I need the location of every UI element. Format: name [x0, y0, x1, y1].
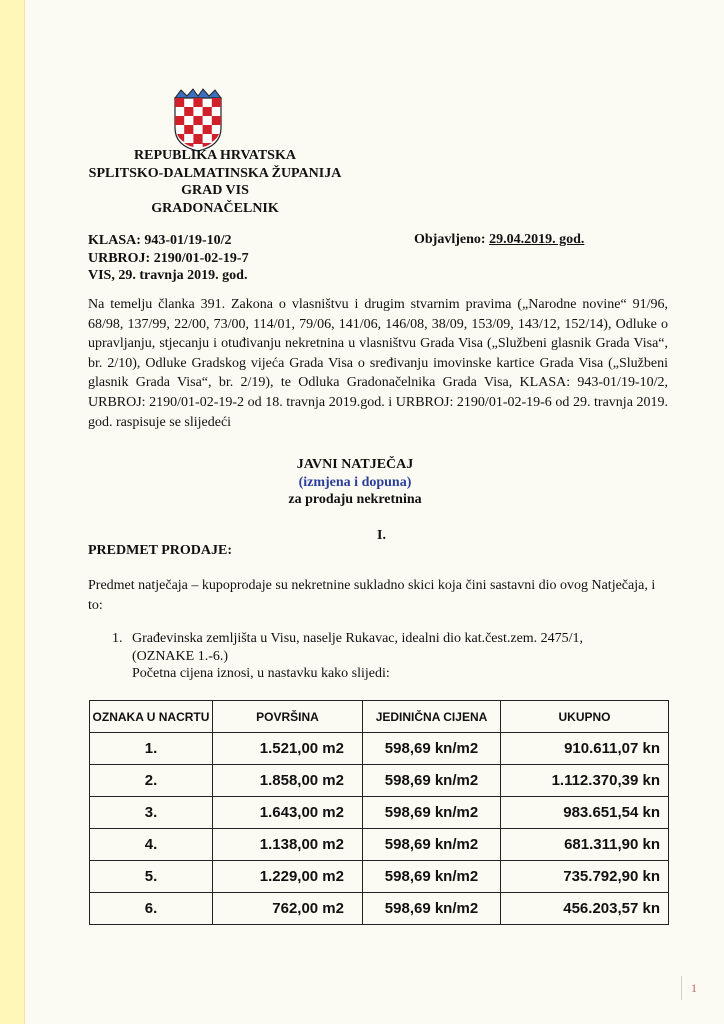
table-row	[90, 829, 669, 861]
intro-paragraph: Na temelju članka 391. Zakona o vlasništvu i drugim stvarnim pravima („Narodne novine“ 91/96, 68/98, 137/99, 22/00, 73/00, 114/01, 79/06, 141/06, 146/08, 38/09, 153/09, 143/12, 152/14), Odluke o upravljanju, stjecanju i otuđivanju nekretnina u vlasništvu Grada Visa („Službeni glasnik Grada Visa“, br. 2/10), Odluke Gradskog vijeća Grada Visa o sređivanju imovinske kartice Grada Visa („Službeni glasnik Grada Visa“, br. 2/19), te Odluka Gradonačelnika Grada Visa, KLASA: 943-01/19-10/2, URBROJ: 2190/01-02-19-2 od 18. travnja 2019.god. i URBROJ: 2190/01-02-19-6 od 29. travnja 2019. god. raspisuje se slijedeći	[88, 297, 668, 430]
cell-label: 1.	[90, 733, 213, 765]
published-date: 29.04.2019. god.	[489, 232, 585, 247]
cell-total: 910.611,07 kn	[501, 733, 669, 765]
cell-unit-price: 598,69 kn/m2	[363, 765, 501, 797]
place-date: VIS, 29. travnja 2019. god.	[88, 268, 248, 283]
tender-title-main: JAVNI NATJEČAJ	[296, 457, 414, 472]
list-item-labels: (OZNAKE 1.-6.)	[132, 648, 229, 664]
cell-unit-price: 598,69 kn/m2	[363, 893, 501, 925]
table-row	[90, 797, 669, 829]
cell-total: 735.792,90 kn	[501, 861, 669, 893]
list-item-number: 1.	[112, 631, 123, 646]
column-header-label: OZNAKA U NACRTU	[90, 701, 213, 733]
document-reference	[88, 232, 249, 285]
section-number: I.	[377, 528, 386, 543]
tender-title	[280, 456, 430, 509]
cell-area: 1.229,00 m2	[213, 861, 363, 893]
tender-title-sub: (izmjena i dopuna)	[298, 474, 412, 490]
column-header-total: UKUPNO	[501, 701, 669, 733]
header-county: SPLITSKO-DALMATINSKA ŽUPANIJA	[88, 165, 342, 181]
published-label: Objavljeno:	[414, 232, 486, 247]
cell-unit-price: 598,69 kn/m2	[363, 829, 501, 861]
cell-label: 5.	[90, 861, 213, 893]
section-heading: PREDMET PRODAJE:	[88, 543, 233, 558]
list-item-price-intro: Početna cijena iznosi, u nastavku kako slijedi:	[132, 666, 390, 681]
klasa-number: KLASA: 943-01/19-10/2	[88, 233, 232, 248]
header-office: GRADONAČELNIK	[151, 200, 279, 216]
paper-edge	[0, 0, 25, 1024]
croatian-coat-of-arms-icon	[172, 88, 224, 152]
cell-total: 1.112.370,39 kn	[501, 765, 669, 797]
issuer-header	[80, 147, 350, 217]
column-header-area: POVRŠINA	[213, 701, 363, 733]
table-row	[90, 733, 669, 765]
cell-total: 681.311,90 kn	[501, 829, 669, 861]
urbroj-number: URBROJ: 2190/01-02-19-7	[88, 250, 249, 266]
tender-title-purpose: za prodaju nekretnina	[288, 492, 422, 507]
cell-area: 1.521,00 m2	[213, 733, 363, 765]
table-row	[90, 765, 669, 797]
price-table	[89, 700, 669, 925]
cell-area: 1.138,00 m2	[213, 829, 363, 861]
header-city: GRAD VIS	[181, 183, 249, 198]
published-date-line	[414, 232, 584, 248]
cell-unit-price: 598,69 kn/m2	[363, 797, 501, 829]
cell-total: 456.203,57 kn	[501, 893, 669, 925]
table-header-row	[90, 701, 669, 733]
table-row	[90, 861, 669, 893]
cell-total: 983.651,54 kn	[501, 797, 669, 829]
cell-label: 3.	[90, 797, 213, 829]
cell-label: 4.	[90, 829, 213, 861]
cell-area: 762,00 m2	[213, 893, 363, 925]
cell-label: 6.	[90, 893, 213, 925]
cell-area: 1.858,00 m2	[213, 765, 363, 797]
table-row	[90, 893, 669, 925]
cell-unit-price: 598,69 kn/m2	[363, 861, 501, 893]
list-item-description: Građevinska zemljišta u Visu, naselje Rukavac, idealni dio kat.čest.zem. 2475/1,	[132, 631, 584, 646]
cell-label: 2.	[90, 765, 213, 797]
section-paragraph: Predmet natječaja – kupoprodaje su nekretnine sukladno skici koja čini sastavni dio ovog Natječaja, i to:	[88, 578, 656, 613]
cell-unit-price: 598,69 kn/m2	[363, 733, 501, 765]
cell-area: 1.643,00 m2	[213, 797, 363, 829]
page-number: 1	[681, 976, 706, 1000]
header-country: REPUBLIKA HRVATSKA	[134, 148, 296, 163]
column-header-unit-price: JEDINIČNA CIJENA	[363, 701, 501, 733]
